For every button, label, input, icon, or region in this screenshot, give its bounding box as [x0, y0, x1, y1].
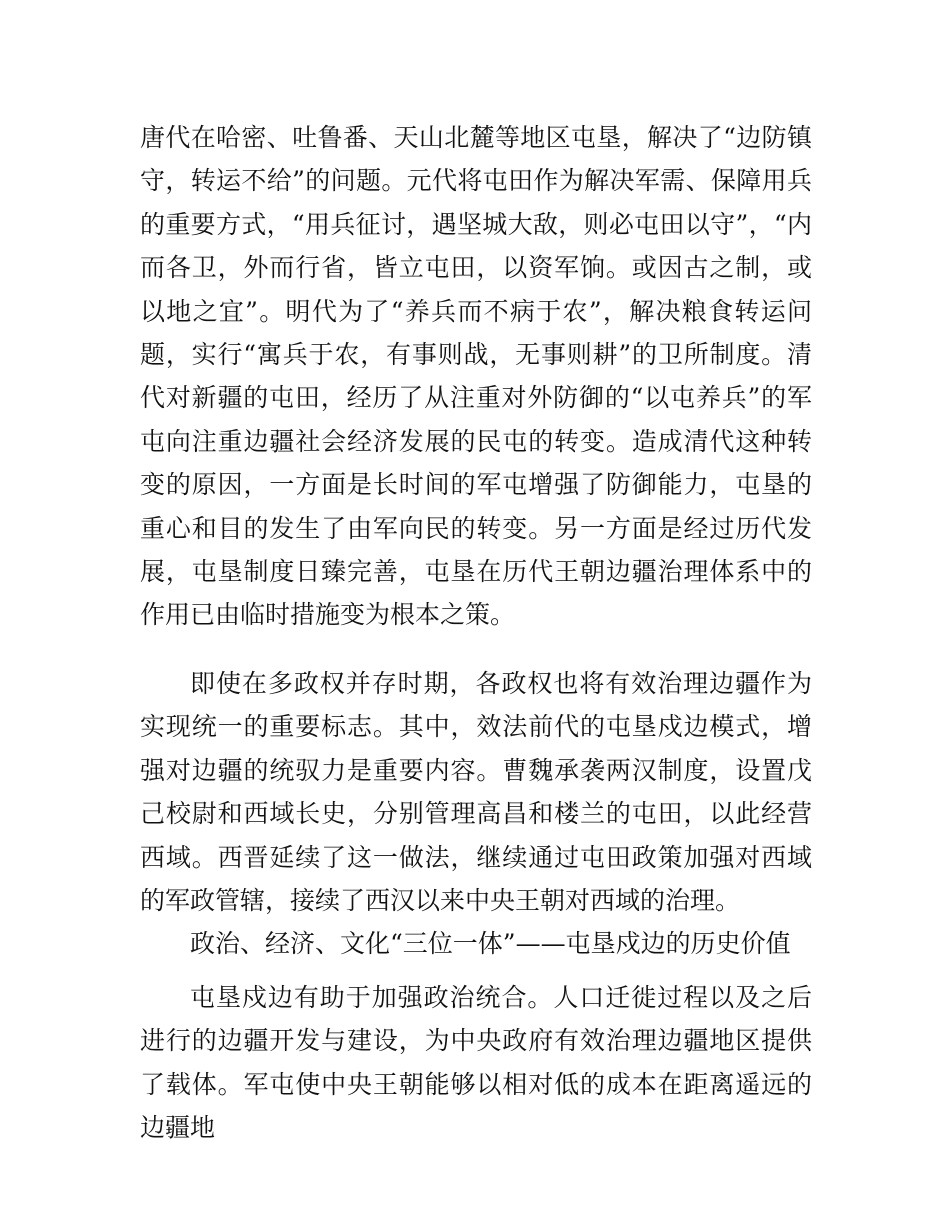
article-body	[140, 116, 812, 1149]
section-heading: 政治、经济、文化“三位一体”——屯垦戍边的历史价值	[190, 929, 791, 959]
paragraph-tuntian-dynasties: 唐代在哈密、吐鲁番、天山北麓等地区屯垦，解决了“边防镇守，转运不给”的问题。元代将屯田作为解决军需、保障用兵的重要方式，“用兵征讨，遇坚城大敌，则必屯田以守”，“内而各卫，外而行省，皆立屯田，以资军饷。或因古之制，或以地之宜”。明代为了“养兵而不病于农”，解决粮食转运问题，实行“寓兵于农，有事则战，无事则耕”的卫所制度。清代对新疆的屯田，经历了从注重对外防御的“以屯养兵”的军屯向注重边疆社会经济发展的民屯的转变。造成清代这种转变的原因，一方面是长时间的军屯增强了防御能力，屯垦的重心和目的发生了由军向民的转变。另一方面是经过历代发展，屯垦制度日臻完善，屯垦在历代王朝边疆治理体系中的作用已由临时措施变为根本之策。	[140, 123, 812, 630]
paragraph-multi-regime-period: 即使在多政权并存时期，各政权也将有效治理边疆作为实现统一的重要标志。其中，效法前代的屯垦戍边模式，增强对边疆的统驭力是重要内容。曹魏承袭两汉制度，设置戊己校尉和西域长史，分别管理高昌和楼兰的屯田，以此经营西域。西晋延续了这一做法，继续通过屯田政策加强对西域的军政管辖，接续了西汉以来中央王朝对西域的治理。	[140, 668, 812, 915]
paragraph-political-integration: 屯垦戍边有助于加强政治统合。人口迁徙过程以及之后进行的边疆开发与建设，为中央政府有效治理边疆地区提供了载体。军屯使中央王朝能够以相对低的成本在距离遥远的边疆地	[140, 982, 812, 1142]
